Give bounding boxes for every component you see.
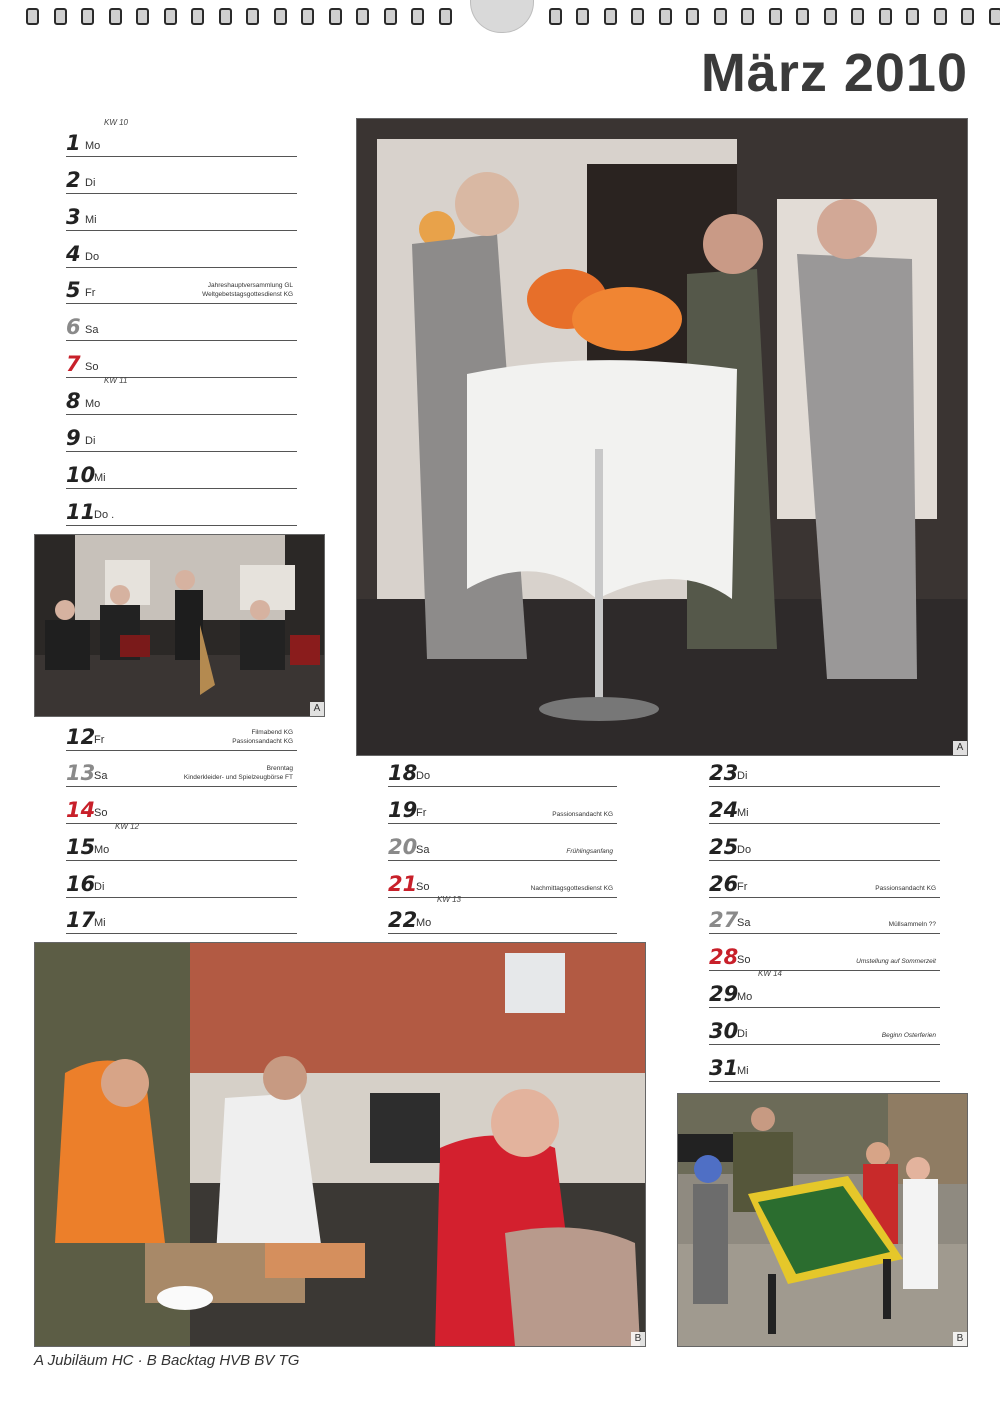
binding-ring (411, 8, 424, 25)
weekday-label: So (94, 807, 108, 819)
weekday-label: Mo (94, 844, 110, 856)
day-number: 11 (66, 500, 96, 524)
day-number: 15 (66, 835, 96, 859)
day-row[interactable] (66, 157, 297, 194)
event-entry: Passionsandacht KG (552, 811, 613, 818)
day-number: 20 (388, 835, 418, 859)
calendar-week-label: KW 11 (104, 376, 128, 385)
weekday-label: Fr (416, 807, 427, 819)
calendar-week-label: KW 14 (758, 969, 783, 978)
weekday-label: Fr (94, 734, 105, 746)
binding-ring (714, 8, 727, 25)
weekday-label: Di (94, 881, 105, 893)
event-entry: Weltgebetstagsgottesdienst KG (202, 291, 293, 298)
calendar-week-label: KW 10 (104, 118, 129, 127)
binding-ring (604, 8, 617, 25)
binding-ring (549, 8, 562, 25)
day-row[interactable] (66, 341, 297, 378)
binding-ring (54, 8, 67, 25)
weekday-label: Do (737, 844, 752, 856)
day-number: 7 (66, 352, 81, 376)
day-row[interactable] (709, 971, 940, 1008)
weekday-label: Fr (85, 287, 96, 299)
weekday-label: Di (737, 1028, 748, 1040)
binding-ring (219, 8, 232, 25)
day-row[interactable] (388, 861, 617, 898)
day-number: 30 (709, 1019, 739, 1043)
event-entry: Umstellung auf Sommerzeit (856, 958, 936, 965)
day-row[interactable] (66, 714, 297, 751)
weekday-label: Di (85, 435, 96, 447)
photo-tag: B (631, 1332, 645, 1346)
weekday-label: Sa (85, 324, 99, 336)
day-number: 27 (709, 908, 739, 932)
weekday-label: Mi (737, 807, 749, 819)
event-entry: Jahreshauptversammlung GL (207, 282, 293, 289)
day-row[interactable] (388, 787, 617, 824)
day-events (531, 884, 613, 893)
binding-ring (576, 8, 589, 25)
weekday-label: Mi (94, 472, 106, 484)
binding-ring (109, 8, 122, 25)
binding-ring (851, 8, 864, 25)
weekday-label: Mo (85, 398, 101, 410)
day-row[interactable] (66, 231, 297, 268)
photo-table-football (677, 1093, 968, 1347)
binding-ring (659, 8, 672, 25)
weekday-label: Sa (737, 917, 751, 929)
day-row[interactable] (66, 120, 297, 157)
binding-ring (329, 8, 342, 25)
day-events (882, 1031, 936, 1040)
day-row[interactable] (66, 489, 297, 526)
weekday-label: Mo (416, 917, 432, 929)
photo-anniversary-speech (356, 118, 968, 756)
day-number: 13 (66, 761, 96, 785)
photo-image (35, 943, 645, 1346)
binding-ring (246, 8, 259, 25)
day-row[interactable] (66, 415, 297, 452)
event-entry: Brenntag (266, 765, 293, 772)
day-events (566, 847, 613, 856)
day-row[interactable] (66, 452, 297, 489)
photo-bakery-day (34, 942, 646, 1347)
weekday-label: Sa (94, 770, 108, 782)
day-events (202, 281, 293, 299)
day-number: 17 (66, 908, 96, 932)
binding-ring (824, 8, 837, 25)
day-row[interactable] (66, 787, 297, 824)
day-number: 2 (66, 168, 81, 192)
day-row[interactable] (66, 750, 297, 787)
weekday-label: Sa (416, 844, 430, 856)
binding-ring (631, 8, 644, 25)
photo-tag: B (953, 1332, 967, 1346)
weekday-label: Di (85, 177, 96, 189)
weekday-label: Do (416, 770, 431, 782)
day-row[interactable] (66, 304, 297, 341)
day-number: 19 (388, 798, 418, 822)
day-row[interactable] (388, 750, 617, 787)
event-entry: Passionsandacht KG (232, 738, 293, 745)
binding-ring (741, 8, 754, 25)
event-entry: Kinderkleider- und Spielzeugbörse FT (183, 774, 293, 781)
photo-accordion-band (34, 534, 325, 717)
event-entry: Nachmittagsgottesdienst KG (530, 885, 613, 892)
calendar-week-label: KW 13 (437, 895, 462, 904)
weekday-label: Mo (85, 140, 101, 152)
weekday-label: Mi (85, 214, 97, 226)
day-row[interactable] (66, 897, 297, 934)
day-number: 6 (66, 315, 81, 339)
weekday-label: So (85, 361, 99, 373)
event-entry: Passionsandacht KG (875, 885, 936, 892)
weekday-label: Di (737, 770, 748, 782)
day-row[interactable] (66, 267, 297, 304)
day-row[interactable] (66, 824, 297, 861)
day-row[interactable] (709, 1045, 940, 1082)
photo-caption: A Jubiläum HC · B Backtag HVB BV TG (34, 1352, 300, 1369)
day-row[interactable] (709, 824, 940, 861)
calendar-week-label: KW 12 (115, 822, 140, 831)
day-number: 16 (66, 872, 96, 896)
calendar-hanger (470, 0, 534, 33)
day-number: 26 (709, 872, 739, 896)
day-number: 12 (66, 725, 96, 749)
day-number: 14 (66, 798, 96, 822)
day-number: 25 (709, 835, 739, 859)
day-row[interactable] (66, 194, 297, 231)
binding-ring (934, 8, 947, 25)
photo-image (357, 119, 967, 755)
day-number: 8 (66, 389, 81, 413)
day-events (552, 810, 613, 819)
day-row[interactable] (388, 897, 617, 934)
weekday-label: Mi (94, 917, 106, 929)
photo-tag: A (310, 702, 324, 716)
day-events (232, 728, 293, 746)
binding-ring (384, 8, 397, 25)
day-row[interactable] (709, 897, 940, 934)
binding-ring (356, 8, 369, 25)
binding-ring (686, 8, 699, 25)
weekday-label: Do . (94, 509, 115, 521)
day-number: 29 (709, 982, 739, 1006)
day-number: 3 (66, 205, 81, 229)
binding-ring (906, 8, 919, 25)
weekday-label: So (416, 881, 430, 893)
day-number: 18 (388, 761, 418, 785)
weekday-label: Mo (737, 991, 753, 1003)
day-number: 1 (66, 131, 81, 155)
binding-ring (164, 8, 177, 25)
event-entry: Müllsammeln ?? (888, 921, 936, 928)
day-number: 9 (66, 426, 81, 450)
binding-ring (879, 8, 892, 25)
day-row[interactable] (709, 861, 940, 898)
weekday-label: So (737, 954, 751, 966)
binding-ring (769, 8, 782, 25)
day-number: 24 (709, 798, 739, 822)
binding-ring (136, 8, 149, 25)
month-title: März 2010 (700, 43, 968, 103)
day-events (184, 764, 293, 782)
photo-image (35, 535, 324, 716)
binding-ring (191, 8, 204, 25)
binding-ring (274, 8, 287, 25)
day-row[interactable] (709, 787, 940, 824)
day-number: 10 (66, 463, 96, 487)
day-events (889, 920, 936, 929)
binding-ring (796, 8, 809, 25)
event-entry: Filmabend KG (251, 729, 293, 736)
day-number: 23 (709, 761, 739, 785)
day-events (875, 884, 936, 893)
binding-ring (439, 8, 452, 25)
weekday-label: Mi (737, 1065, 749, 1077)
event-entry: Frühlingsanfang (566, 848, 613, 855)
event-entry: Beginn Osterferien (881, 1032, 936, 1039)
day-number: 21 (388, 872, 418, 896)
day-row[interactable] (66, 861, 297, 898)
binding-ring (961, 8, 974, 25)
day-number: 4 (66, 242, 81, 266)
binding-ring (81, 8, 94, 25)
binding-ring (301, 8, 314, 25)
weekday-label: Fr (737, 881, 748, 893)
day-row[interactable] (66, 378, 297, 415)
day-row[interactable] (709, 1008, 940, 1045)
weekday-label: Do (85, 251, 100, 263)
day-row[interactable] (709, 934, 940, 971)
day-row[interactable] (709, 750, 940, 787)
binding-ring (26, 8, 39, 25)
day-row[interactable] (388, 824, 617, 861)
day-number: 5 (66, 278, 81, 302)
photo-image (678, 1094, 967, 1346)
day-number: 31 (709, 1056, 739, 1080)
day-number: 22 (388, 908, 418, 932)
photo-tag: A (953, 741, 967, 755)
day-events (856, 957, 936, 966)
day-number: 28 (709, 945, 739, 969)
binding-ring (989, 8, 1000, 25)
